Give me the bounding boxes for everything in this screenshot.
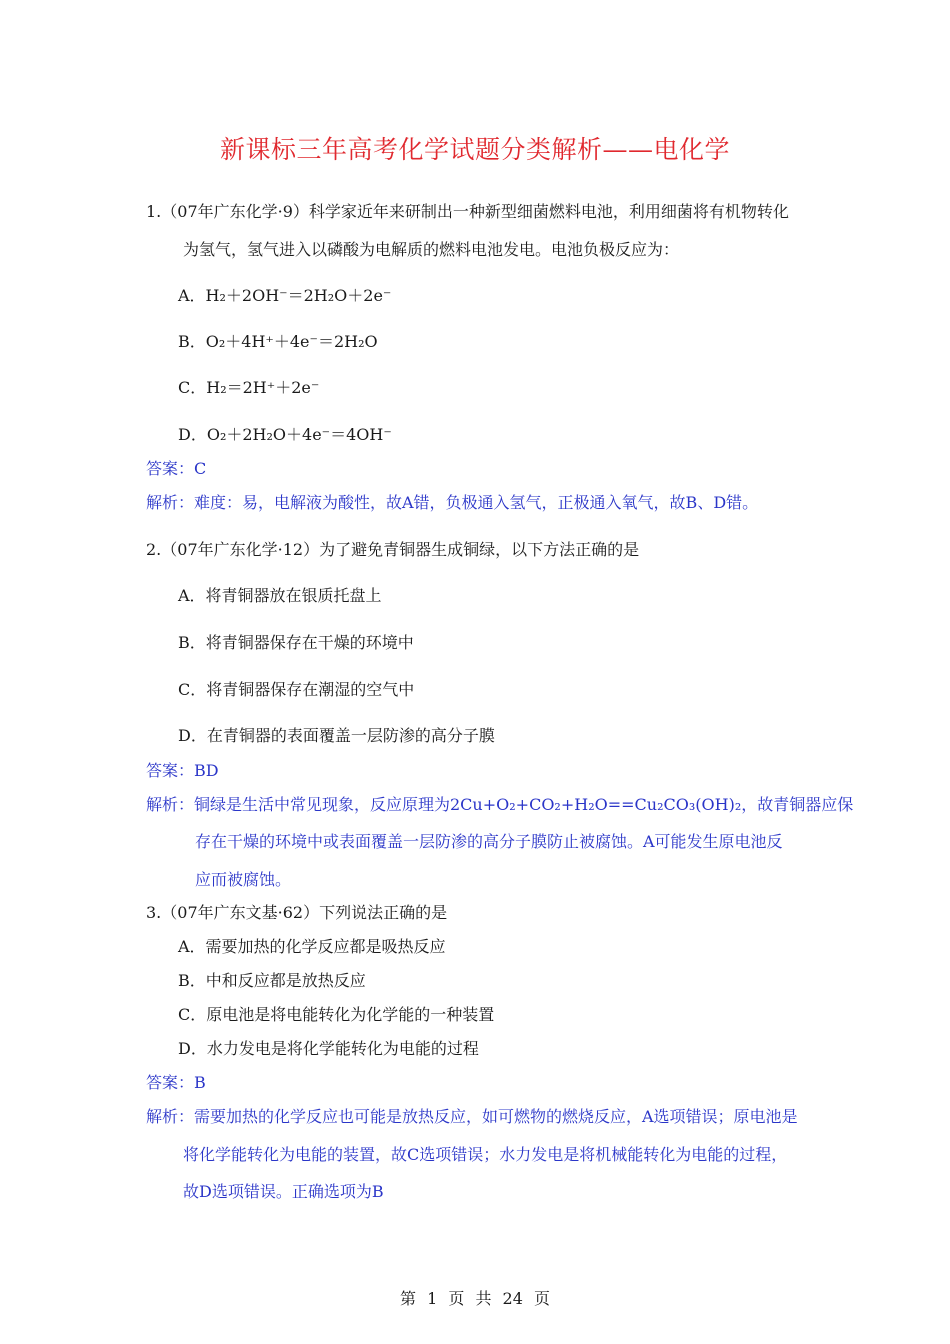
q3-option-a: A．需要加热的化学反应都是吸热反应 xyxy=(178,937,446,956)
q2-analysis-line3: 应而被腐蚀。 xyxy=(195,870,292,889)
q1-option-a: A．H₂＋2OH⁻＝2H₂O＋2e⁻ xyxy=(178,286,392,305)
q1-option-b: B．O₂＋4H⁺＋4e⁻＝2H₂O xyxy=(178,332,378,351)
q3-analysis-line3: 故D选项错误。正确选项为B xyxy=(183,1182,384,1201)
q2-answer: 答案：BD xyxy=(146,761,219,780)
q1-analysis: 解析：难度：易，电解液为酸性，故A错，负极通入氢气，正极通入氧气，故B、D错。 xyxy=(146,493,759,512)
q1-option-c: C．H₂＝2H⁺＋2e⁻ xyxy=(178,378,320,397)
q3-answer: 答案：B xyxy=(146,1073,206,1092)
page-title: 新课标三年高考化学试题分类解析——电化学 xyxy=(219,135,730,164)
page-footer: 第 1 页 共 24 页 xyxy=(400,1289,550,1308)
q2-stem: 2.（07年广东化学·12）为了避免青铜器生成铜绿，以下方法正确的是 xyxy=(146,540,640,559)
q2-option-b: B．将青铜器保存在干燥的环境中 xyxy=(178,633,414,652)
q2-analysis-line2: 存在干燥的环境中或表面覆盖一层防渗的高分子膜防止被腐蚀。A可能发生原电池反 xyxy=(195,832,783,851)
q3-option-b: B．中和反应都是放热反应 xyxy=(178,971,366,990)
q3-option-c: C．原电池是将电能转化为化学能的一种装置 xyxy=(178,1005,495,1024)
q3-stem: 3.（07年广东文基·62）下列说法正确的是 xyxy=(146,903,448,922)
q3-analysis-line2: 将化学能转化为电能的装置，故C选项错误；水力发电是将机械能转化为电能的过程， xyxy=(183,1145,788,1164)
q1-stem-line1: 1.（07年广东化学·9）科学家近年来研制出一种新型细菌燃料电池，利用细菌将有机物转化 xyxy=(146,202,789,221)
q2-option-c: C．将青铜器保存在潮湿的空气中 xyxy=(178,680,415,699)
q1-option-d: D．O₂＋2H₂O＋4e⁻＝4OH⁻ xyxy=(178,425,392,444)
q2-analysis-line1: 解析：铜绿是生活中常见现象，反应原理为2Cu+O₂+CO₂+H₂O==Cu₂CO₃(OH)₂，故青铜器应保 xyxy=(146,795,854,814)
q3-analysis-line1: 解析：需要加热的化学反应也可能是放热反应，如可燃物的燃烧反应，A选项错误；原电池是 xyxy=(146,1107,798,1126)
q2-option-d: D．在青铜器的表面覆盖一层防渗的高分子膜 xyxy=(178,726,495,745)
q2-option-a: A．将青铜器放在银质托盘上 xyxy=(178,586,382,605)
q1-answer: 答案：C xyxy=(146,459,207,478)
q1-stem-line2: 为氢气，氢气进入以磷酸为电解质的燃料电池发电。电池负极反应为： xyxy=(183,240,680,259)
q3-option-d: D．水力发电是将化学能转化为电能的过程 xyxy=(178,1039,479,1058)
